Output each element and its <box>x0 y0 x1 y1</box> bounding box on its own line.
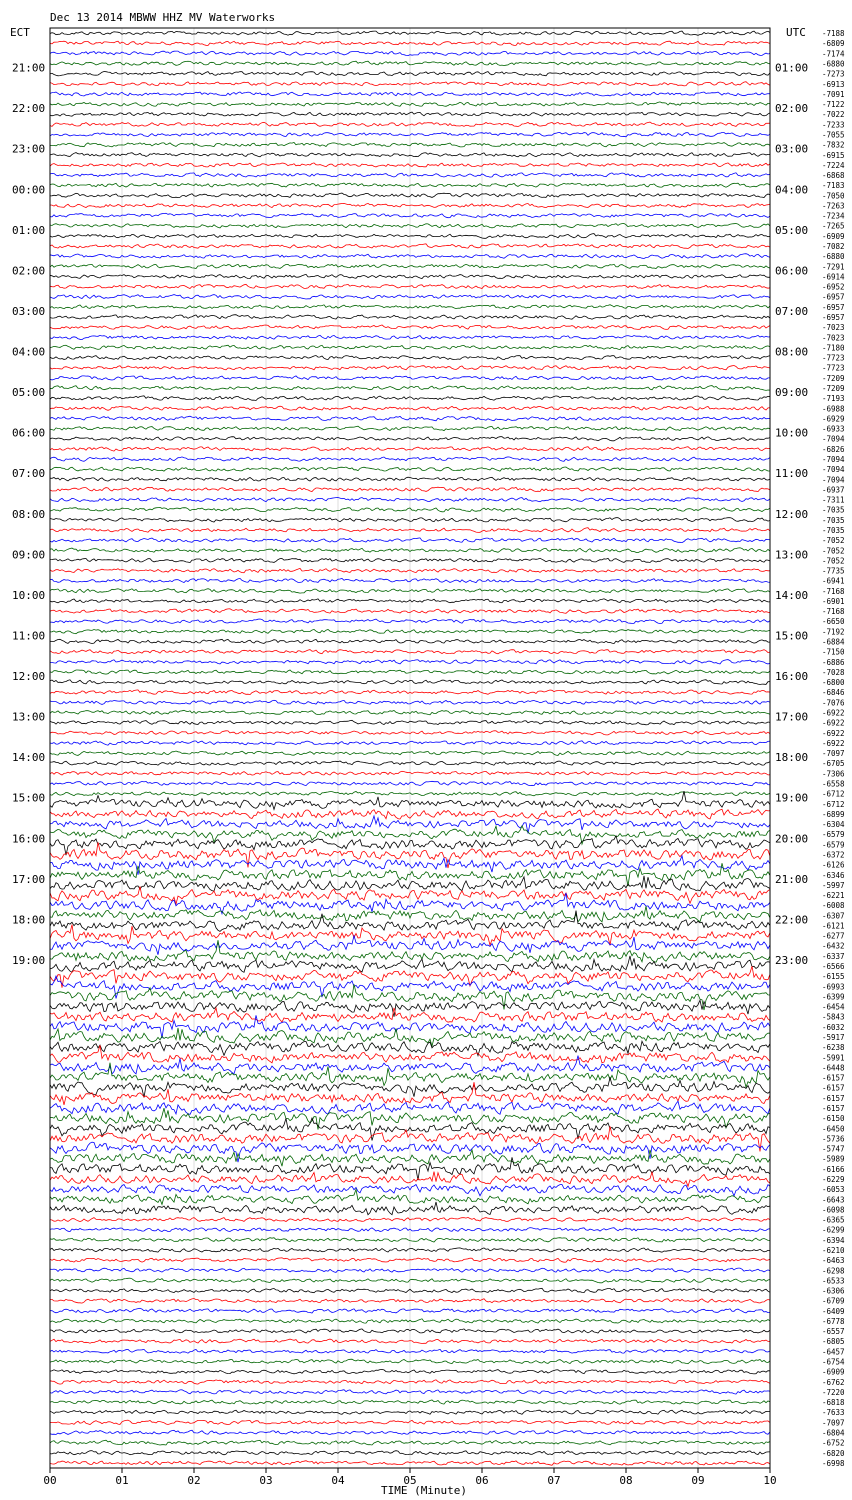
trace-offset-labels <box>822 29 845 1468</box>
x-tick-label: 07 <box>547 1474 561 1487</box>
trace-offset-label: -6650 <box>822 617 845 627</box>
trace-offset-label: -6121 <box>822 921 845 931</box>
trace-offset-label: -5843 <box>822 1012 845 1022</box>
trace-offset-label: -5917 <box>822 1033 845 1043</box>
trace-offset-label: -6868 <box>822 171 845 181</box>
trace-offset-label: -5736 <box>822 1134 845 1144</box>
trace-offset-label: -6448 <box>822 1063 845 1073</box>
left-hour-label: 06:00 <box>12 426 46 440</box>
trace-offset-label: -7224 <box>822 160 845 170</box>
trace-offset-label: -5997 <box>822 880 845 890</box>
trace-offset-label: -6929 <box>822 414 845 424</box>
trace-offset-label: -7052 <box>822 536 845 546</box>
trace-offset-label: -6053 <box>822 1185 845 1195</box>
trace-offset-label: -7193 <box>822 394 845 404</box>
trace-offset-label: -7097 <box>822 1418 845 1428</box>
trace-offset-label: -6937 <box>822 485 845 495</box>
trace-offset-label: -7122 <box>822 100 845 110</box>
trace-offset-label: -7094 <box>822 434 845 444</box>
trace-offset-label: -6008 <box>822 901 845 911</box>
minute-gridlines <box>122 28 698 1468</box>
trace-offset-label: -6166 <box>822 1164 845 1174</box>
trace-offset-label: -6941 <box>822 576 845 586</box>
trace-offset-label: -6909 <box>822 1367 845 1377</box>
trace-offset-label: -6558 <box>822 779 845 789</box>
left-hour-label: 05:00 <box>12 386 46 400</box>
right-hour-label: 22:00 <box>775 913 809 927</box>
trace-offset-label: -7306 <box>822 769 845 779</box>
trace-offset-label: -7168 <box>822 607 845 617</box>
left-hour-label: 03:00 <box>12 304 46 318</box>
right-hour-label: 05:00 <box>775 223 809 237</box>
trace-offset-label: -6210 <box>822 1245 845 1255</box>
trace-offset-label: -7209 <box>822 373 845 383</box>
trace-offset-label: -6820 <box>822 1448 845 1458</box>
trace-offset-label: -7023 <box>822 323 845 333</box>
trace-offset-label: -7050 <box>822 191 845 201</box>
trace-offset-label: -7174 <box>822 49 845 59</box>
trace-offset-label: -7097 <box>822 749 845 759</box>
x-tick-label: 05 <box>403 1474 417 1487</box>
trace-offset-label: -6126 <box>822 860 845 870</box>
trace-offset-label: -6922 <box>822 738 845 748</box>
trace-offset-label: -6229 <box>822 1174 845 1184</box>
trace-offset-label: -7832 <box>822 140 845 150</box>
trace-offset-label: -7023 <box>822 333 845 343</box>
trace-offset-label: -7180 <box>822 343 845 353</box>
trace-offset-label: -6533 <box>822 1276 845 1286</box>
right-hour-label: 09:00 <box>775 386 809 400</box>
left-hour-label: 23:00 <box>12 142 46 156</box>
trace-offset-label: -6752 <box>822 1438 845 1448</box>
trace-offset-label: -6221 <box>822 891 845 901</box>
trace-offset-label: -5747 <box>822 1144 845 1154</box>
trace-offset-label: -6409 <box>822 1306 845 1316</box>
trace-offset-label: -7735 <box>822 566 845 576</box>
trace-offset-label: -6463 <box>822 1256 845 1266</box>
trace-offset-label: -7091 <box>822 89 845 99</box>
x-tick-label: 10 <box>763 1474 777 1487</box>
left-hour-label: 22:00 <box>12 102 46 116</box>
trace-offset-label: -6372 <box>822 850 845 860</box>
trace-offset-label: -6712 <box>822 789 845 799</box>
trace-offset-label: -7291 <box>822 262 845 272</box>
trace-offset-label: -6826 <box>822 444 845 454</box>
trace-offset-label: -6762 <box>822 1377 845 1387</box>
trace-offset-label: -6394 <box>822 1235 845 1245</box>
left-hour-label: 07:00 <box>12 467 46 481</box>
trace-offset-label: -7723 <box>822 353 845 363</box>
trace-offset-label: -6901 <box>822 596 845 606</box>
trace-offset-label: -7183 <box>822 181 845 191</box>
trace-offset-label: -6157 <box>822 1073 845 1083</box>
trace-offset-label: -6705 <box>822 759 845 769</box>
trace-offset-label: -6457 <box>822 1347 845 1357</box>
trace-offset-label: -6809 <box>822 39 845 49</box>
trace-offset-label: -6957 <box>822 292 845 302</box>
right-hour-label: 02:00 <box>775 102 809 116</box>
trace-offset-label: -6804 <box>822 1428 845 1438</box>
trace-offset-label: -7028 <box>822 667 845 677</box>
trace-offset-label: -6998 <box>822 1458 845 1468</box>
left-hour-label: 11:00 <box>12 629 46 643</box>
trace-offset-label: -6886 <box>822 657 845 667</box>
trace-offset-label: -6800 <box>822 678 845 688</box>
trace-offset-label: -6846 <box>822 688 845 698</box>
trace-offset-label: -7035 <box>822 505 845 515</box>
x-tick-label: 06 <box>475 1474 489 1487</box>
left-hour-label: 18:00 <box>12 913 46 927</box>
trace-offset-label: -7192 <box>822 627 845 637</box>
trace-offset-label: -6988 <box>822 404 845 414</box>
trace-offset-label: -6915 <box>822 150 845 160</box>
right-hour-label: 13:00 <box>775 548 809 562</box>
right-hour-label: 08:00 <box>775 345 809 359</box>
trace-offset-label: -6952 <box>822 282 845 292</box>
trace-offset-label: -6365 <box>822 1215 845 1225</box>
trace-offset-label: -7082 <box>822 242 845 252</box>
trace-offset-label: -6157 <box>822 1104 845 1113</box>
right-hour-label: 06:00 <box>775 264 809 278</box>
x-tick-label: 08 <box>619 1474 633 1487</box>
right-hour-label: 07:00 <box>775 304 809 318</box>
trace-offset-label: -6957 <box>822 313 845 323</box>
trace-offset-label: -6346 <box>822 870 845 880</box>
trace-offset-label: -6157 <box>822 1093 845 1103</box>
trace-offset-label: -6805 <box>822 1337 845 1347</box>
trace-offset-label: -7076 <box>822 698 845 708</box>
x-tick-label: 04 <box>331 1474 345 1487</box>
trace-offset-label: -7168 <box>822 586 845 596</box>
right-hour-label: 20:00 <box>775 832 809 846</box>
trace-offset-label: -7234 <box>822 211 845 221</box>
trace-offset-label: -6818 <box>822 1398 845 1408</box>
x-ticks <box>43 1468 776 1487</box>
left-hour-label: 08:00 <box>12 507 46 521</box>
trace-offset-label: -6933 <box>822 424 845 434</box>
x-axis-label: TIME (Minute) <box>380 1484 468 1497</box>
trace-offset-label: -7035 <box>822 525 845 535</box>
left-hour-label: 15:00 <box>12 791 46 805</box>
trace-offset-label: -7633 <box>822 1408 845 1418</box>
trace-offset-label: -7263 <box>822 201 845 211</box>
left-hour-label: 10:00 <box>12 588 46 602</box>
trace-offset-label: -7150 <box>822 647 845 657</box>
x-tick-label: 09 <box>691 1474 705 1487</box>
trace-offset-label: -6709 <box>822 1296 845 1306</box>
trace-offset-label: -6993 <box>822 982 845 992</box>
trace-offset-label: -6754 <box>822 1357 845 1367</box>
right-hour-label: 19:00 <box>775 791 809 805</box>
trace-offset-label: -6032 <box>822 1022 845 1032</box>
trace-offset-label: -6299 <box>822 1225 845 1235</box>
trace-offset-label: -7723 <box>822 363 845 373</box>
trace-offset-label: -6337 <box>822 951 845 961</box>
left-axis-label: ECT <box>10 26 30 39</box>
chart-title: Dec 13 2014 MBWW HHZ MV Waterworks <box>50 11 276 24</box>
trace-offset-label: -6884 <box>822 637 845 647</box>
trace-offset-label: -7188 <box>822 29 845 39</box>
left-hour-label: 04:00 <box>12 345 46 359</box>
trace-offset-label: -6899 <box>822 809 845 819</box>
trace-offset-label: -6098 <box>822 1205 845 1215</box>
trace-offset-label: -6238 <box>822 1043 845 1053</box>
trace-offset-label: -6298 <box>822 1266 845 1276</box>
right-hour-label: 12:00 <box>775 507 809 521</box>
left-hour-label: 16:00 <box>12 832 46 846</box>
trace-offset-label: -7094 <box>822 475 845 485</box>
trace-offset-label: -6909 <box>822 231 845 241</box>
right-hour-label: 17:00 <box>775 710 809 724</box>
right-hour-label: 18:00 <box>775 751 809 765</box>
right-hour-label: 23:00 <box>775 953 809 967</box>
trace-offset-label: -6304 <box>822 820 845 830</box>
trace-offset-label: -6155 <box>822 972 845 982</box>
left-hour-label: 01:00 <box>12 223 46 237</box>
trace-offset-label: -6922 <box>822 718 845 728</box>
trace-offset-label: -6277 <box>822 931 845 941</box>
right-hour-label: 21:00 <box>775 872 809 886</box>
left-hour-label: 02:00 <box>12 264 46 278</box>
right-hour-labels <box>775 62 808 967</box>
x-tick-label: 00 <box>43 1474 57 1487</box>
left-hour-label: 17:00 <box>12 872 46 886</box>
trace-offset-label: -7055 <box>822 130 845 140</box>
trace-offset-label: -7265 <box>822 221 845 231</box>
right-hour-label: 01:00 <box>775 61 809 75</box>
trace-offset-label: -6432 <box>822 941 845 951</box>
right-hour-label: 14:00 <box>775 588 809 602</box>
trace-offset-label: -6579 <box>822 840 845 850</box>
trace-offset-label: -6306 <box>822 1286 845 1296</box>
trace-offset-label: -7035 <box>822 515 845 525</box>
trace-offset-label: -7022 <box>822 110 845 120</box>
trace-offset-label: -6913 <box>822 79 845 89</box>
trace-offset-label: -7233 <box>822 120 845 130</box>
left-hour-label: 21:00 <box>12 61 46 75</box>
trace-offset-label: -7094 <box>822 465 845 475</box>
right-hour-label: 10:00 <box>775 426 809 440</box>
trace-offset-label: -7052 <box>822 556 845 566</box>
x-tick-label: 03 <box>259 1474 273 1487</box>
trace-offset-label: -6454 <box>822 1002 845 1012</box>
trace-offset-label: -7052 <box>822 546 845 556</box>
trace-offset-label: -7209 <box>822 384 845 393</box>
left-hour-label: 14:00 <box>12 751 46 765</box>
left-hour-label: 19:00 <box>12 953 46 967</box>
left-hour-label: 12:00 <box>12 670 46 684</box>
trace-offset-label: -5991 <box>822 1053 845 1063</box>
x-tick-label: 01 <box>115 1474 129 1487</box>
x-tick-label: 02 <box>187 1474 201 1487</box>
left-hour-labels <box>12 62 45 967</box>
trace-offset-label: -6778 <box>822 1316 845 1326</box>
trace-offset-label: -6880 <box>822 59 845 69</box>
right-hour-label: 16:00 <box>775 670 809 684</box>
trace-offset-label: -6566 <box>822 962 845 972</box>
trace-offset-label: -6643 <box>822 1195 845 1205</box>
trace-offset-label: -6914 <box>822 272 845 282</box>
trace-offset-label: -5989 <box>822 1154 845 1164</box>
right-hour-label: 03:00 <box>775 142 809 156</box>
right-hour-label: 15:00 <box>775 629 809 643</box>
trace-offset-label: -6922 <box>822 728 845 738</box>
trace-offset-label: -7311 <box>822 495 845 505</box>
trace-offset-label: -7273 <box>822 69 845 79</box>
trace-offset-label: -6399 <box>822 992 845 1002</box>
trace-offset-label: -6712 <box>822 799 845 809</box>
left-hour-label: 00:00 <box>12 183 46 197</box>
trace-offset-label: -7094 <box>822 454 845 464</box>
trace-offset-label: -6307 <box>822 911 845 921</box>
trace-offset-label: -6579 <box>822 830 845 840</box>
right-hour-label: 11:00 <box>775 467 809 481</box>
trace-offset-label: -7220 <box>822 1387 845 1397</box>
trace-offset-label: -6557 <box>822 1327 845 1337</box>
left-hour-label: 09:00 <box>12 548 46 562</box>
trace-offset-label: -6880 <box>822 252 845 262</box>
right-axis-label: UTC <box>786 26 806 39</box>
left-hour-label: 13:00 <box>12 710 46 724</box>
trace-offset-label: -6922 <box>822 708 845 718</box>
trace-offset-label: -6957 <box>822 302 845 312</box>
trace-offset-label: -6150 <box>822 1114 845 1124</box>
trace-offset-label: -6450 <box>822 1124 845 1134</box>
trace-offset-label: -6157 <box>822 1083 845 1093</box>
right-hour-label: 04:00 <box>775 183 809 197</box>
